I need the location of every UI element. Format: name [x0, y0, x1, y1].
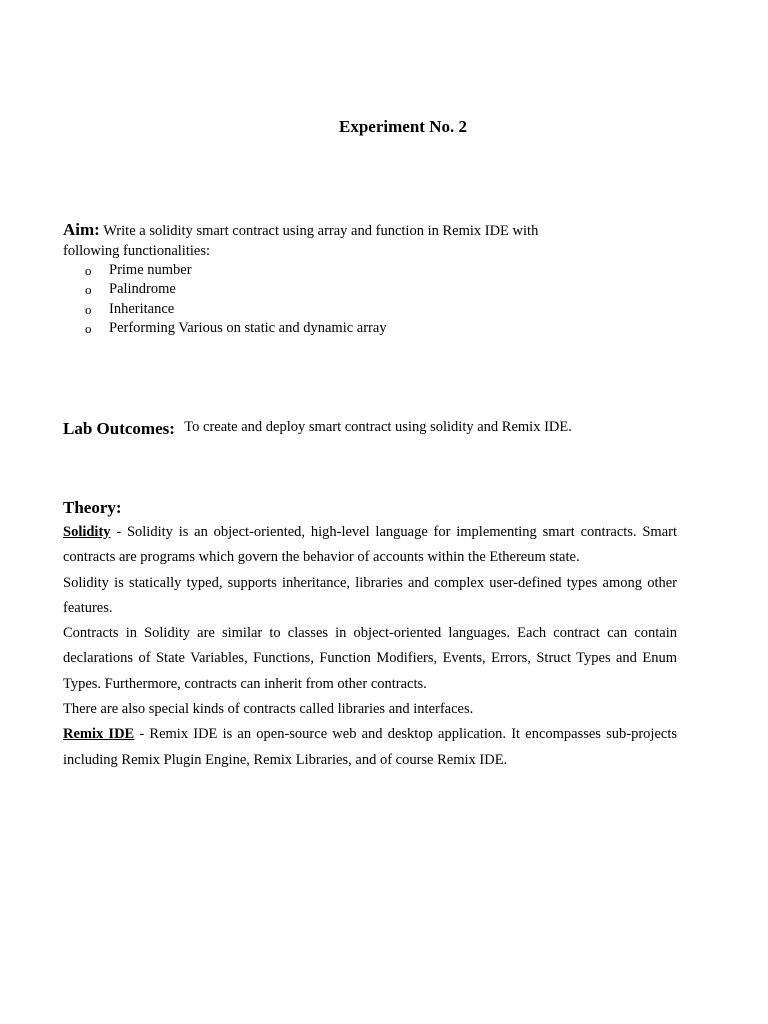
list-item	[63, 280, 683, 299]
aim-section	[63, 220, 683, 338]
theory-paragraph-4: There are also special kinds of contracts called libraries and interfaces.	[63, 701, 474, 718]
aim-text: Write a solidity smart contract using array and function in Remix IDE with	[103, 223, 539, 239]
remix-ide-text: - Remix IDE is an open-source web and desktop application. It encompasses sub-projects including Remix Plugin Engine, Remix Libraries, and of course Remix IDE.	[63, 726, 677, 768]
list-item-label: Performing Various on static and dynamic array	[109, 319, 387, 336]
list-item	[63, 300, 683, 319]
theory-paragraph-remix	[63, 722, 677, 773]
lab-outcomes-text: To create and deploy smart contract using solidity and Remix IDE.	[184, 419, 572, 435]
theory-paragraph-3: Contracts in Solidity are similar to classes in object-oriented languages. Each contract can contain declarations of State Variables, Functions, Function Modifiers, Events, Errors, Struct Types and Enum Types. Furthermore, contracts can inherit from other contracts.	[63, 625, 677, 692]
aim-line-2: following functionalities:	[63, 243, 210, 259]
bullet-o-icon: o	[85, 320, 92, 336]
lab-outcomes-section	[63, 418, 703, 441]
solidity-text: - Solidity is an object-oriented, high-level language for implementing smart contracts. Smart contracts are programs which govern the behavior of accounts within the Ethereum state.	[63, 524, 677, 566]
list-item	[63, 319, 683, 338]
list-item-label: Prime number	[109, 262, 192, 278]
aim-line-1	[63, 220, 683, 241]
remix-ide-term: Remix IDE	[63, 726, 135, 743]
lab-outcomes-heading: Lab Outcomes:	[63, 419, 175, 438]
aim-heading: Aim:	[63, 220, 100, 239]
list-item-label: Inheritance	[109, 300, 175, 317]
page-title: Experiment No. 2	[339, 117, 467, 136]
bullet-o-icon: o	[85, 282, 92, 298]
theory-section	[63, 520, 677, 773]
aim-functionality-list	[63, 261, 683, 338]
list-item-label: Palindrome	[109, 281, 176, 298]
theory-paragraph-solidity	[63, 520, 677, 571]
theory-heading: Theory:	[63, 498, 122, 517]
list-item	[63, 261, 683, 280]
solidity-term: Solidity	[63, 524, 111, 540]
theory-paragraph-2: Solidity is statically typed, supports inheritance, libraries and complex user-defined types among other features.	[63, 574, 677, 616]
bullet-o-icon: o	[85, 263, 92, 278]
bullet-o-icon: o	[85, 301, 92, 317]
